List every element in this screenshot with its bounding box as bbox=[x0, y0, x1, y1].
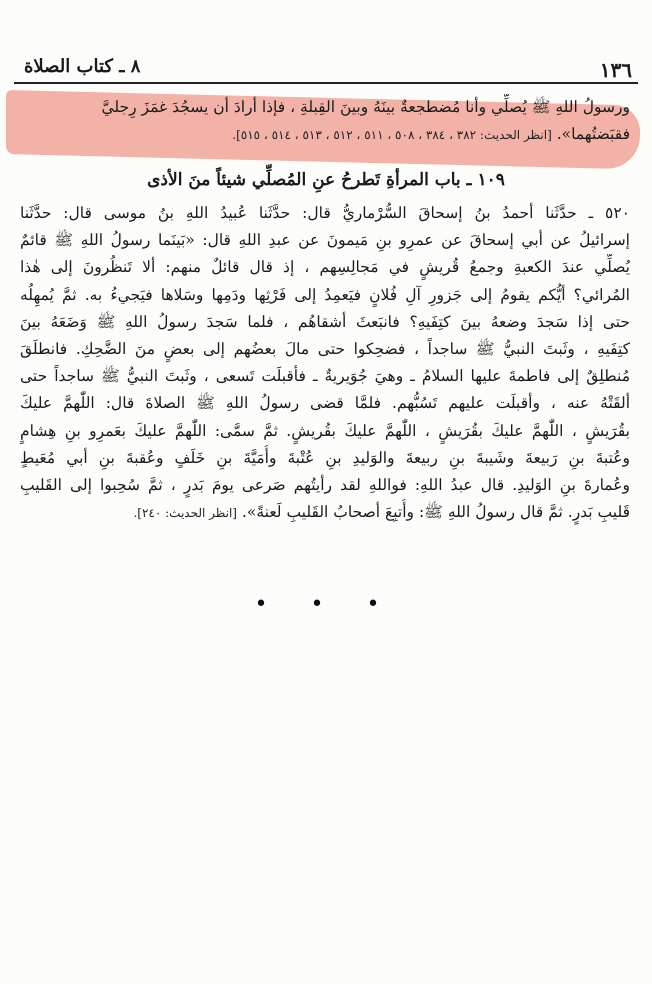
page-header bbox=[18, 48, 634, 82]
hadith-line: إسرائيلُ عن أبي إسحاقَ عن عمرِو بنِ مَيمونَ عن عبدِ اللهِ قال: «بَينَما رسولُ اللهِ ﷺ قائمٌ bbox=[20, 231, 630, 250]
hadith-line: قَليبِ بَدرٍ. ثمَّ قال رسولُ اللهِ ﷺ: وأُتبِعَ أصحابُ القَليبِ لَعنةً». bbox=[241, 503, 630, 522]
hadith-line: المُرائي؟ أيُّكم يقومُ إلى جَزورِ آلِ فُلانٍ فيَعمِدُ إلى فَرْثِها ودَمِها وسَلاها فيَجيءُ به. ثمَّ يُمهِلُه bbox=[20, 285, 630, 304]
hadith-line: ٥٢٠ ـ حدَّثَنا أحمدُ بنُ إسحاقَ السُّرْماريُّ قال: حدَّثَنا عُبيدُ اللهِ بنُ موسى قال: حدَّثَنا bbox=[20, 204, 630, 222]
hadith-line: يُصلِّي عندَ الكعبةِ وجمعُ قُريشٍ في مَجالِسِهم ، إذ قال قائلٌ منهم: ألا تَنظُرونَ إلى هٰذا bbox=[20, 258, 630, 277]
hadith-text bbox=[20, 200, 630, 527]
hadith-reference: [انظر الحديث: ٣٨٢ ، ٣٨٤ ، ٥٠٨ ، ٥١١ ، ٥١٢ ، ٥١٣ ، ٥١٤ ، ٥١٥]. bbox=[232, 128, 552, 142]
running-head: ٨ ـ كتاب الصلاة bbox=[24, 56, 141, 77]
hadith-line: حتى إذا سَجدَ وضعهُ بينَ كتِفَيهِ؟ فانبَعثَ أشقاهُم ، فلما سَجدَ رسولُ اللهِ ﷺ وَضَعَهُ بينَ bbox=[20, 312, 630, 331]
highlighted-passage bbox=[20, 94, 630, 149]
chapter-title: ١٠٩ ـ باب المرأةِ تَطرحُ عنِ المُصلِّي شيئاً منَ الأذى bbox=[147, 170, 505, 190]
header-rule bbox=[14, 82, 638, 84]
highlighted-line-with-reference bbox=[20, 121, 630, 149]
hadith-line: مُنطلِقٌ إلى فاطمةَ عليها السلامُ ـ وهيَ جُوَيريةٌ ـ فأقبلَت تَسعى ، وثَبتَ النبيُّ ﷺ ساجداً حتى bbox=[20, 367, 630, 386]
page-number: ١٣٦ bbox=[599, 58, 632, 82]
hadith-last-line bbox=[20, 499, 630, 527]
hadith-line: كتِفَيهِ ، وثَبتَ النبيُّ ﷺ ساجداً ، فضحِكوا حتى مالَ بعضُهم إلى بعضٍ منَ الضَّحِكِ. فانطلَقَ bbox=[20, 340, 630, 359]
hadith-line: بقُرَيشٍ ، اللّٰهمَّ عليكَ بقُرَيشٍ ، اللّٰهمَّ عليكَ بقُريشٍ. ثمَّ سمَّى: اللّٰهمَّ عليكَ بعَمرِو بنِ هِشامٍ bbox=[20, 421, 630, 440]
hadith-line: ألقَتْهُ عنه ، وأقبلَت عليهم تَسُبُّهم. فلمَّا قضى رسولُ اللهِ ﷺ الصلاةَ قال: اللّٰهمَّ عليكَ bbox=[20, 394, 630, 413]
hadith-line: وعُتبةَ بنِ رَبيعةَ وشَيبةَ بنِ ربيعةَ والوَليدِ بنِ عُتْبةَ وأُمَيَّةَ بنِ خَلَفٍ وعُقبةَ بنِ أبي مُعَيطٍ bbox=[20, 448, 630, 467]
hadith-reference: [انظر الحديث: ٢٤٠]. bbox=[133, 506, 237, 521]
hadith-line: وعُمارةَ بنِ الوَليدِ. قال عبدُ اللهِ: فواللهِ لقد رأيتُهم صَرعى يومَ بَدرٍ ، ثمَّ سُحِبوا إلى القَليبِ bbox=[20, 476, 630, 495]
highlighted-line: فقبَضتُهما». bbox=[556, 125, 630, 143]
section-ornament: • • • bbox=[254, 592, 398, 617]
highlighted-line: ورسولُ اللهِ ﷺ يُصلِّي وأنا مُضطجعةٌ بينَهُ وبينَ القِبلةِ ، فإذا أرادَ أن يسجُدَ غمَزَ رِجليَّ bbox=[101, 98, 630, 116]
